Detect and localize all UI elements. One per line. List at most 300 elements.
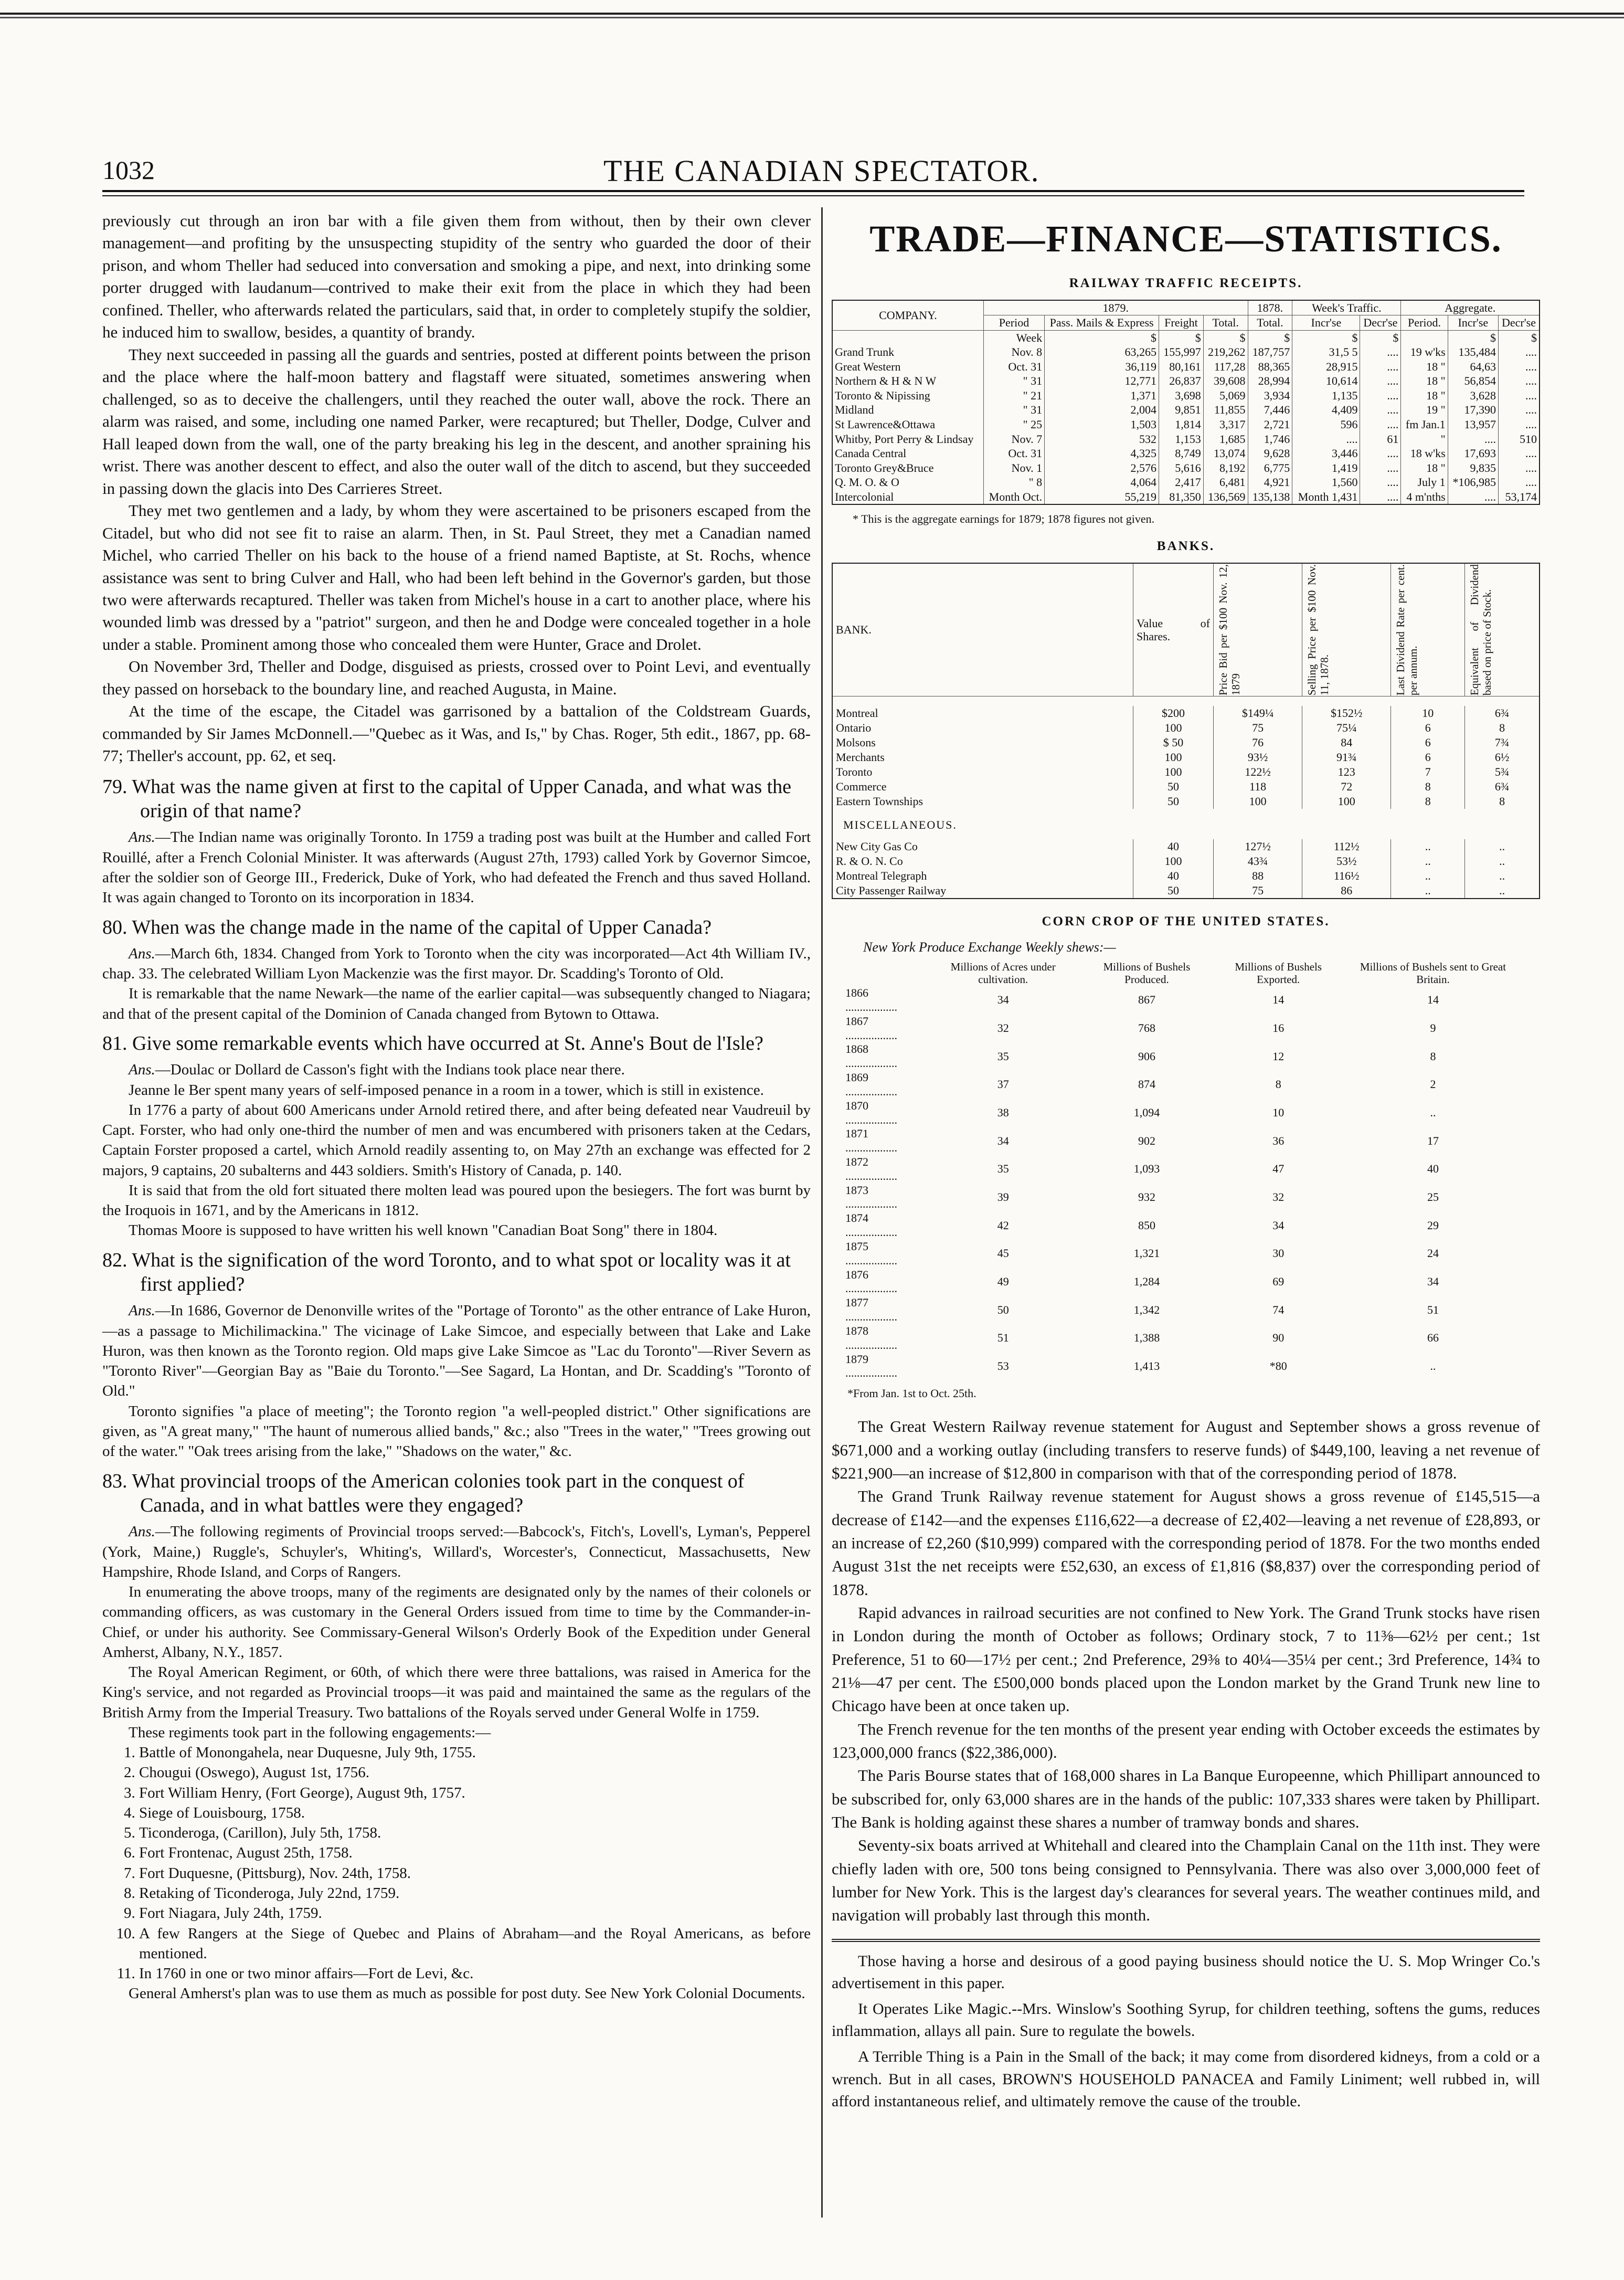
table-cell: *106,985 (1448, 475, 1498, 490)
table-cell: .... (1360, 446, 1401, 461)
table-cell: Oct. 31 (983, 360, 1044, 374)
table-cell: Northern & H & N W (832, 374, 983, 388)
table-cell: .... (1448, 490, 1498, 505)
table-cell: 18 " (1401, 461, 1448, 476)
list-item: 8. Retaking of Ticonderoga, July 22nd, 1759. (139, 1883, 811, 1903)
list-item: 2. Chougui (Oswego), August 1st, 1756. (139, 1762, 811, 1782)
table-cell: 32 (997, 1021, 1009, 1035)
table-cell: 18 " (1401, 360, 1448, 374)
table-row (842, 1296, 1522, 1324)
table-cell: 17 (1427, 1134, 1439, 1147)
question-79: 79. What was the name given at first to the capital of Upper Canada, and what was the origin of that name? (102, 775, 792, 822)
table-cell: 1,094 (1133, 1106, 1160, 1120)
table-cell: $149¼ (1214, 706, 1302, 721)
answer-82: Ans.—In 1686, Governor de Denonville writes of the "Portage of Toronto" as the other entrance of Lake Huron,—as a passage to Michilimackina." The vicinage of Lake Simcoe, and especially between that Lake and Lake Huron, was then known as the Toronto region. Old maps give Lake Simcoe as "Lac du Toronto"—River Severn as "Toronto River"—Georgian Bay as "Baie du Toronto."—See Sagard, La Hontan, and Dr. Scadding's "Toronto of Old." (102, 1302, 811, 1400)
ans-label: Ans. (129, 829, 155, 846)
column-header: Last Dividend Rate per cent. per annum. (1391, 563, 1465, 696)
table-row (832, 403, 1540, 417)
advertisements (832, 1950, 1540, 2113)
table-cell: 8,749 (1159, 446, 1204, 461)
table-cell: 1,284 (1133, 1275, 1160, 1289)
table-cell: 42 (997, 1218, 1009, 1232)
table-cell: 6¾ (1465, 779, 1540, 794)
table-cell: 31,5 5 (1292, 345, 1360, 360)
table-cell: .... (1360, 403, 1401, 417)
table-cell: " 31 (983, 403, 1044, 417)
table-cell: 30 (1272, 1247, 1285, 1260)
table-row (832, 779, 1540, 794)
table-row (832, 475, 1540, 490)
section-heading: TRADE—FINANCE—STATISTICS. (869, 218, 1502, 260)
list-item: 1. Battle of Monongahela, near Duquesne, July 9th, 1755. (139, 1743, 811, 1762)
table-cell: 1873 .................. (845, 1183, 897, 1211)
table-cell: 3,628 (1448, 388, 1498, 403)
table-cell: 50 (997, 1303, 1009, 1316)
table-cell: 72 (1302, 779, 1391, 794)
answer-81: Ans.—Doulac or Dollard de Casson's fight with the Indians took place near there. (129, 1061, 625, 1079)
column-header: Millions of Bushels Produced. (1103, 960, 1191, 986)
paragraph: The French revenue for the ten months of the present year ending with October exceeds the estimates by 123,000,000 francs ($22,386,000). (832, 1719, 1540, 1761)
table-cell: 219,262 (1203, 345, 1248, 360)
table-cell: 2,417 (1159, 475, 1204, 490)
column-header: 1879. (983, 300, 1248, 315)
table-cell: 39,608 (1203, 374, 1248, 388)
table-cell: 6,775 (1248, 461, 1292, 476)
table-cell: .... (1498, 374, 1540, 388)
table-cell: 69 (1272, 1275, 1285, 1289)
list-item: 6. Fort Frontenac, August 25th, 1758. (139, 1843, 811, 1863)
column-header: Total. (1248, 315, 1292, 331)
table-cell: 76 (1214, 735, 1302, 750)
table-cell: 3,446 (1292, 446, 1360, 461)
table-cell: 123 (1302, 765, 1391, 779)
table-cell: 47 (1272, 1162, 1285, 1176)
table-cell: 56,854 (1448, 374, 1498, 388)
table-cell: Montreal Telegraph (832, 869, 1133, 883)
table-cell: 1869 .................. (845, 1071, 897, 1098)
table-cell: 906 (1138, 1049, 1155, 1063)
table-cell: 43¾ (1214, 854, 1302, 869)
paragraph: On November 3rd, Theller and Dodge, disguised as priests, crossed over to Point Levi, and eventually they passed on horseback to the boundary line, and reached Augusta, in Maine. (102, 657, 811, 698)
column-header: Millions of Bushels sent to Great Britain. (1360, 960, 1506, 986)
table-cell: 1878 .................. (845, 1324, 897, 1352)
corn-table (842, 960, 1522, 1380)
table-cell: 1,388 (1133, 1331, 1160, 1345)
list-item: 11. In 1760 in one or two minor affairs—Fort de Levi, &c. (139, 1964, 811, 1983)
table-row (842, 1268, 1522, 1296)
table-cell: 127½ (1214, 839, 1302, 854)
table-cell: 17,693 (1448, 446, 1498, 461)
table-cell: 49 (997, 1275, 1009, 1289)
table-cell: 6 (1391, 735, 1465, 750)
left-column (102, 210, 811, 2004)
column-header: BANK. (832, 563, 1133, 696)
table-cell: .. (1391, 869, 1465, 883)
table-cell: .... (1292, 432, 1360, 447)
paragraph: Seventy-six boats arrived at Whitehall and cleared into the Champlain Canal on the 11th inst. They were chiefly laden with ore, 500 tons being consigned to Pennsylvania. There was also over 3,000,000 feet of lumber for New York. This is the largest day's clearances for several years. The weather continues mild, and navigation will probably last through this month. (832, 1836, 1540, 1925)
table-cell: 51 (1427, 1303, 1439, 1316)
table-cell: 14 (1427, 993, 1439, 1007)
table-cell: 39 (997, 1190, 1009, 1204)
column-header: Period. (1401, 315, 1448, 331)
table-cell: 28,915 (1292, 360, 1360, 374)
table-cell: 35 (997, 1049, 1009, 1063)
table-cell: St Lawrence&Ottawa (832, 417, 983, 432)
column-header: Freight (1159, 315, 1204, 331)
right-column (832, 210, 1540, 2116)
table-cell: 902 (1138, 1134, 1155, 1147)
table-cell: .... (1448, 432, 1498, 447)
table-cell: 6½ (1465, 750, 1540, 765)
table-row (832, 883, 1540, 899)
table-cell: " (1401, 432, 1448, 447)
list-item: 4. Siege of Louisbourg, 1758. (139, 1803, 811, 1823)
table-cell: Q. M. O. & O (832, 475, 983, 490)
table-cell: 1,814 (1159, 417, 1204, 432)
table-cell: fm Jan.1 (1401, 417, 1448, 432)
table-cell: 40 (1427, 1162, 1439, 1176)
table-cell: " 25 (983, 417, 1044, 432)
table-cell: 1,503 (1045, 417, 1159, 432)
table-cell: 1,371 (1045, 388, 1159, 403)
table-cell: 75 (1214, 883, 1302, 899)
table-row (832, 839, 1540, 854)
table-cell: Montreal (832, 706, 1133, 721)
table-cell: 155,997 (1159, 345, 1204, 360)
table-cell: 5,616 (1159, 461, 1204, 476)
table-cell: 38 (997, 1106, 1009, 1120)
column-header: Price Bid per $100 Nov. 12, 1879 (1214, 563, 1302, 696)
table-cell: 8,192 (1203, 461, 1248, 476)
table-cell: 8 (1465, 721, 1540, 735)
table-cell: $200 (1133, 706, 1214, 721)
list-item: 3. Fort William Henry, (Fort George), August 9th, 1757. (139, 1783, 811, 1803)
table-cell: " 8 (983, 475, 1044, 490)
table-cell: 55,219 (1045, 490, 1159, 505)
table-cell: 1872 .................. (845, 1155, 897, 1183)
table-cell: 8 (1430, 1049, 1436, 1063)
table-cell: 596 (1292, 417, 1360, 432)
table-row (832, 735, 1540, 750)
table-row (842, 1071, 1522, 1099)
table-row (842, 1184, 1522, 1212)
column-header: Millions of Bushels Exported. (1235, 960, 1322, 986)
table-row (842, 1099, 1522, 1127)
table-row (842, 1240, 1522, 1268)
table-row (842, 1353, 1522, 1381)
table-cell: 1877 .................. (845, 1296, 897, 1324)
table-cell: 61 (1360, 432, 1401, 447)
advertisement: A Terrible Thing is a Pain in the Small of the back; it may come from disordered kidneys, from a cold or a wrench. But in all cases, BROWN'S HOUSEHOLD PANACEA and Family Liniment; well rubbed in, will afford instantaneous relief, and ultimately remove the cause of the trouble. (832, 2047, 1540, 2110)
table-cell: 75 (1214, 721, 1302, 735)
table-cell: 34 (997, 993, 1009, 1007)
table-cell: July 1 (1401, 475, 1448, 490)
table-cell: 63,265 (1045, 345, 1159, 360)
table-cell: 4,325 (1045, 446, 1159, 461)
table-cell: 4 m'nths (1401, 490, 1448, 505)
header-rule (102, 190, 1524, 196)
table-cell: 1,342 (1133, 1303, 1160, 1316)
table-cell: 112½ (1302, 839, 1391, 854)
table-cell: 32 (1272, 1190, 1285, 1204)
table-row (842, 1324, 1522, 1353)
answer-83-cont: These regiments took part in the following engagements:— (129, 1724, 491, 1741)
table-cell: .... (1360, 475, 1401, 490)
answer-81-cont: In 1776 a party of about 600 Americans under Arnold retired there, and after being defeated near Vaudreuil by Capt. Forster, who had only one-third the number of men and was encumbered with prisoners taken at the Cedars, Captain Forster proposed a cartel, which Arnold readily assenting to, on May 27th an exchange was effected for 2 majors, 9 captains, 20 subalterns and 443 soldiers. Smith's History of Canada, p. 140. (102, 1101, 811, 1179)
paragraph: They met two gentlemen and a lady, by whom they were ascertained to be prisoners escaped from the Citadel, but who did not see fit to raise an alarm. Then, in St. Paul Street, they met a Canadian named Michel, who carried Theller on his back to the house of a friend named Baptiste, at St. Rochs, whence assistance was sent to bring Culver and Hall, who had been left behind in the Governor's garden, but those two were afterwards recaptured. Theller was taken from Michel's house in a cart to another place, where his wounded limb was dressed by a "patriot" surgeon, and then he and Dodge were concealed together in a hole under a stable. Prominent among those who concealed them were Hunter, Grace and Drolet. (102, 501, 811, 653)
table-cell: 81,350 (1159, 490, 1204, 505)
table-cell: Molsons (832, 735, 1133, 750)
answer-80: Ans.—March 6th, 1834. Changed from York to Toronto when the city was incorporated—Act 4th William IV., chap. 33. The celebrated William Lyon Mackenzie was the first mayor. Dr. Scadding's Toronto of Old. (102, 945, 811, 983)
table-cell: 532 (1045, 432, 1159, 447)
table-cell: 1871 .................. (845, 1127, 897, 1155)
table-cell: 932 (1138, 1190, 1155, 1204)
table-cell: 45 (997, 1247, 1009, 1260)
table-cell: 1868 .................. (845, 1042, 897, 1070)
table-cell: 6 (1391, 750, 1465, 765)
page-number: 1032 (102, 155, 155, 185)
table-cell: 51 (997, 1331, 1009, 1345)
table-cell: 100 (1214, 794, 1302, 809)
table-row (832, 706, 1540, 721)
list-item: 5. Ticonderoga, (Carillon), July 5th, 1758. (139, 1823, 811, 1843)
table-cell: 10 (1272, 1106, 1285, 1120)
table-cell: Month 1,431 (1292, 490, 1360, 505)
table-cell: 1,685 (1203, 432, 1248, 447)
table-cell: City Passenger Railway (832, 883, 1133, 899)
table-cell: 116½ (1302, 869, 1391, 883)
table-cell: .... (1360, 490, 1401, 505)
table-cell: 867 (1138, 993, 1155, 1007)
table-cell: 29 (1427, 1218, 1439, 1232)
table-row (832, 432, 1540, 447)
table-cell: .... (1360, 417, 1401, 432)
table-cell: Ontario (832, 721, 1133, 735)
table-cell: 122½ (1214, 765, 1302, 779)
column-header: Week's Traffic. (1292, 300, 1401, 315)
table-cell: 25 (1427, 1190, 1439, 1204)
table-cell: 1,093 (1133, 1162, 1160, 1176)
table-cell: 8 (1465, 794, 1540, 809)
table-cell: Merchants (832, 750, 1133, 765)
table-cell: $ (1045, 330, 1159, 345)
paragraph: The Great Western Railway revenue statement for August and September shows a gross revenue of $671,000 and a working outlay (including transfers to reserve funds) of $449,100, leaving a net revenue of $221,900—an increase of $12,800 in comparison with that of the corresponding period of 1878. (832, 1417, 1540, 1483)
table-cell: 3,934 (1248, 388, 1292, 403)
table-row (832, 360, 1540, 374)
table-row (842, 1015, 1522, 1043)
column-header: Selling Price per $100 Nov. 11, 1878. (1302, 563, 1391, 696)
question-83: 83. What provincial troops of the American colonies took part in the conquest of Canada, and in what battles were they engaged? (102, 1470, 745, 1516)
paragraph: The Grand Trunk Railway revenue statement for August shows a gross revenue of £145,515—a decrease of £142—and the expenses £116,622—a decrease of £2,402—leaving a net revenue of £28,893, or an increase of £2,260 ($10,999) compared with the corresponding period of 1878. For the two months ended August 31st the net receipts were £52,630, an excess of £1,816 ($8,837) over the corresponding period of 1878. (832, 1487, 1540, 1599)
table-cell: 9,851 (1159, 403, 1204, 417)
table-cell: 66 (1427, 1331, 1439, 1345)
table-cell: Toronto & Nipissing (832, 388, 983, 403)
table-cell: .. (1465, 869, 1540, 883)
table-cell: 6 (1391, 721, 1465, 735)
table-cell: 2,004 (1045, 403, 1159, 417)
table-cell: 850 (1138, 1218, 1155, 1232)
table-cell: .. (1465, 883, 1540, 899)
answer-80-cont: It is remarkable that the name Newark—the name of the earlier capital—was subsequently changed to Niagara; and that of the present capital of the Dominion of Canada changed from Bytown to Ottawa. (102, 985, 811, 1022)
table-cell: .... (1498, 417, 1540, 432)
table-cell: $ (1159, 330, 1204, 345)
table-cell: 187,757 (1248, 345, 1292, 360)
paragraph: At the time of the escape, the Citadel was garrisoned by a battalion of the Coldstream Guards, commanded by Sir James McDonnell.—"Quebec as it Was, and Is," by Chas. Roger, 5th edit., 1867, pp. 68-77; Theller's account, pp. 62, et seq. (102, 702, 811, 765)
table-cell: Week (983, 330, 1044, 345)
table-cell: Intercolonial (832, 490, 983, 505)
table-cell: Canada Central (832, 446, 983, 461)
table-cell: 7¾ (1465, 735, 1540, 750)
table-cell: Oct. 31 (983, 446, 1044, 461)
table-cell: 50 (1133, 794, 1214, 809)
answer-83: Ans.—The following regiments of Provincial troops served:—Babcock's, Fitch's, Lovell's, Lyman's, Pepperel (York, Maine,) Ruggle's, Schuyler's, Whiting's, Willard's, Worcester's, Connecticut, Massachusetts, New Hampshire, Rhode Island, and Corps of Rangers. (102, 1523, 811, 1580)
table-cell: 53 (997, 1359, 1009, 1373)
table-cell: 100 (1302, 794, 1391, 809)
corn-source: New York Produce Exchange Weekly shews:— (863, 940, 1116, 955)
table-cell: 13,074 (1203, 446, 1248, 461)
railway-footnote: * This is the aggregate earnings for 1879; 1878 figures not given. (853, 512, 1155, 526)
table-cell: .... (1360, 461, 1401, 476)
table-cell: 12 (1272, 1049, 1285, 1063)
column-header: Incr'se (1448, 315, 1498, 331)
table-row (832, 721, 1540, 735)
table-row (832, 388, 1540, 403)
table-row (842, 1211, 1522, 1240)
table-cell: 36 (1272, 1134, 1285, 1147)
top-rule (0, 0, 1624, 15)
banks-table (832, 563, 1540, 899)
column-header: Period (983, 315, 1044, 331)
column-header: Value of Shares. (1133, 563, 1214, 696)
table-cell: $ (1292, 330, 1360, 345)
table-row (832, 765, 1540, 779)
table-cell: 135,138 (1248, 490, 1292, 505)
table-cell: 118 (1214, 779, 1302, 794)
table-cell: Nov. 8 (983, 345, 1044, 360)
table-cell: 1874 .................. (845, 1211, 897, 1239)
column-header: 1878. (1248, 300, 1292, 315)
table-cell: 9,835 (1448, 461, 1498, 476)
table-cell: Nov. 7 (983, 432, 1044, 447)
table-cell: 1866 .................. (845, 986, 897, 1014)
table-cell: Grand Trunk (832, 345, 983, 360)
corn-footnote: *From Jan. 1st to Oct. 25th. (847, 1387, 976, 1400)
table-cell: $ (1498, 330, 1540, 345)
table-cell: .. (1430, 1359, 1436, 1373)
table-cell: 1,560 (1292, 475, 1360, 490)
table-cell: Eastern Townships (832, 794, 1133, 809)
answer-79: Ans.—The Indian name was originally Toronto. In 1759 a trading post was built at the Humber and called Fort Rouillé, after a French Colonial Minister. It was afterwards (August 27th, 1793) called York by Governor Simcoe, after the soldier son of George III., Frederick, Duke of York, who had defeated the French and thus saved Holland. It was again changed to Toronto on its incorporation in 1834. (102, 829, 811, 906)
table-cell: Whitby, Port Perry & Lindsay (832, 432, 983, 447)
table-cell: 86 (1302, 883, 1391, 899)
table-cell: R. & O. N. Co (832, 854, 1133, 869)
answer-81-cont: Thomas Moore is supposed to have written his well known "Canadian Boat Song" there in 1804. (129, 1222, 718, 1239)
table-row (842, 1042, 1522, 1071)
table-cell: .... (1498, 360, 1540, 374)
table-cell: .. (1430, 1106, 1436, 1120)
table-cell: $ (1360, 330, 1401, 345)
railway-table (832, 300, 1540, 505)
table-cell: $ 50 (1133, 735, 1214, 750)
table-cell: *80 (1269, 1359, 1287, 1373)
table-cell: 74 (1272, 1303, 1285, 1316)
table-cell: 100 (1133, 765, 1214, 779)
table-cell: 8 (1391, 794, 1465, 809)
table-cell: 1875 .................. (845, 1239, 897, 1267)
table-row (842, 1127, 1522, 1155)
list-item: 9. Fort Niagara, July 24th, 1759. (139, 1903, 811, 1923)
table-cell: .... (1498, 345, 1540, 360)
railway-title: RAILWAY TRAFFIC RECEIPTS. (1069, 276, 1303, 290)
list-item: 7. Fort Duquesne, (Pittsburg), Nov. 24th, 1758. (139, 1863, 811, 1883)
table-cell (832, 330, 983, 345)
table-cell: .. (1391, 839, 1465, 854)
table-cell: .... (1360, 388, 1401, 403)
corn-title: CORN CROP OF THE UNITED STATES. (1042, 914, 1330, 928)
table-cell: 7 (1391, 765, 1465, 779)
table-cell: .. (1391, 854, 1465, 869)
table-cell: 100 (1133, 721, 1214, 735)
table-cell: 1870 .................. (845, 1099, 897, 1126)
table-cell: Nov. 1 (983, 461, 1044, 476)
answer-82-cont: Toronto signifies "a place of meeting"; the Toronto region "a well-peopled district." Other significations are given, as "A great many," "The haunt of numerous allied bands," &c.; also "Trees in the water," "Trees growing out of the water." "Oak trees arising from the lake," "Shadows on the water," &c. (102, 1402, 811, 1460)
column-header: Aggregate. (1401, 300, 1540, 315)
table-cell: .. (1465, 839, 1540, 854)
table-cell: Commerce (832, 779, 1133, 794)
table-cell: 1,419 (1292, 461, 1360, 476)
table-cell: 34 (1427, 1275, 1439, 1289)
table-cell: 135,484 (1448, 345, 1498, 360)
paragraph: The Paris Bourse states that of 168,000 shares in La Banque Europeenne, which Phillipart announced to be subscribed for, only 63,000 shares are in the hands of the public: 107,333 shares were taken by Phillipart. The Bank is holding against these shares a number of tramway bonds and shares. (832, 1766, 1540, 1831)
column-header: Equivalent of Dividend based on price of Stock. (1465, 563, 1540, 696)
divider (832, 1939, 1540, 1942)
table-cell: 37 (997, 1078, 1009, 1091)
column-header: Decr'se (1360, 315, 1401, 331)
table-cell: 5¾ (1465, 765, 1540, 779)
column-divider (821, 207, 823, 2218)
table-cell: .... (1360, 360, 1401, 374)
table-cell: 1876 .................. (845, 1268, 897, 1295)
table-row (832, 490, 1540, 505)
table-cell: $ (1248, 330, 1292, 345)
table-cell: Toronto Grey&Bruce (832, 461, 983, 476)
table-cell: 84 (1302, 735, 1391, 750)
table-cell: New City Gas Co (832, 839, 1133, 854)
table-row (832, 869, 1540, 883)
table-cell: 18 w'ks (1401, 446, 1448, 461)
table-cell: 6¾ (1465, 706, 1540, 721)
table-cell: 4,064 (1045, 475, 1159, 490)
column-header: Incr'se (1292, 315, 1360, 331)
table-cell: 768 (1138, 1021, 1155, 1035)
masthead-title: THE CANADIAN SPECTATOR. (603, 154, 1040, 188)
column-header: COMPANY. (832, 300, 983, 331)
table-cell: $ (1203, 330, 1248, 345)
question-80: 80. When was the change made in the name of the capital of Upper Canada? (102, 916, 712, 938)
table-row (832, 750, 1540, 765)
table-cell: 2,721 (1248, 417, 1292, 432)
table-cell: 100 (1133, 750, 1214, 765)
table-cell: 2,576 (1045, 461, 1159, 476)
table-cell: 1,413 (1133, 1359, 1160, 1373)
answer-81-cont: It is said that from the old fort situated there molten lead was poured upon the besiegers. The fort was burnt by the Iroquois in 1671, and by the Americans in 1812. (102, 1181, 811, 1219)
table-cell: 14 (1272, 993, 1285, 1007)
table-cell: .... (1360, 345, 1401, 360)
table-row (832, 446, 1540, 461)
table-cell: 1867 .................. (845, 1014, 897, 1042)
table-cell: 11,855 (1203, 403, 1248, 417)
advertisement: Those having a horse and desirous of a good paying business should notice the U. S. Mop Wringer Co.'s advertisement in this paper. (832, 1952, 1540, 1992)
